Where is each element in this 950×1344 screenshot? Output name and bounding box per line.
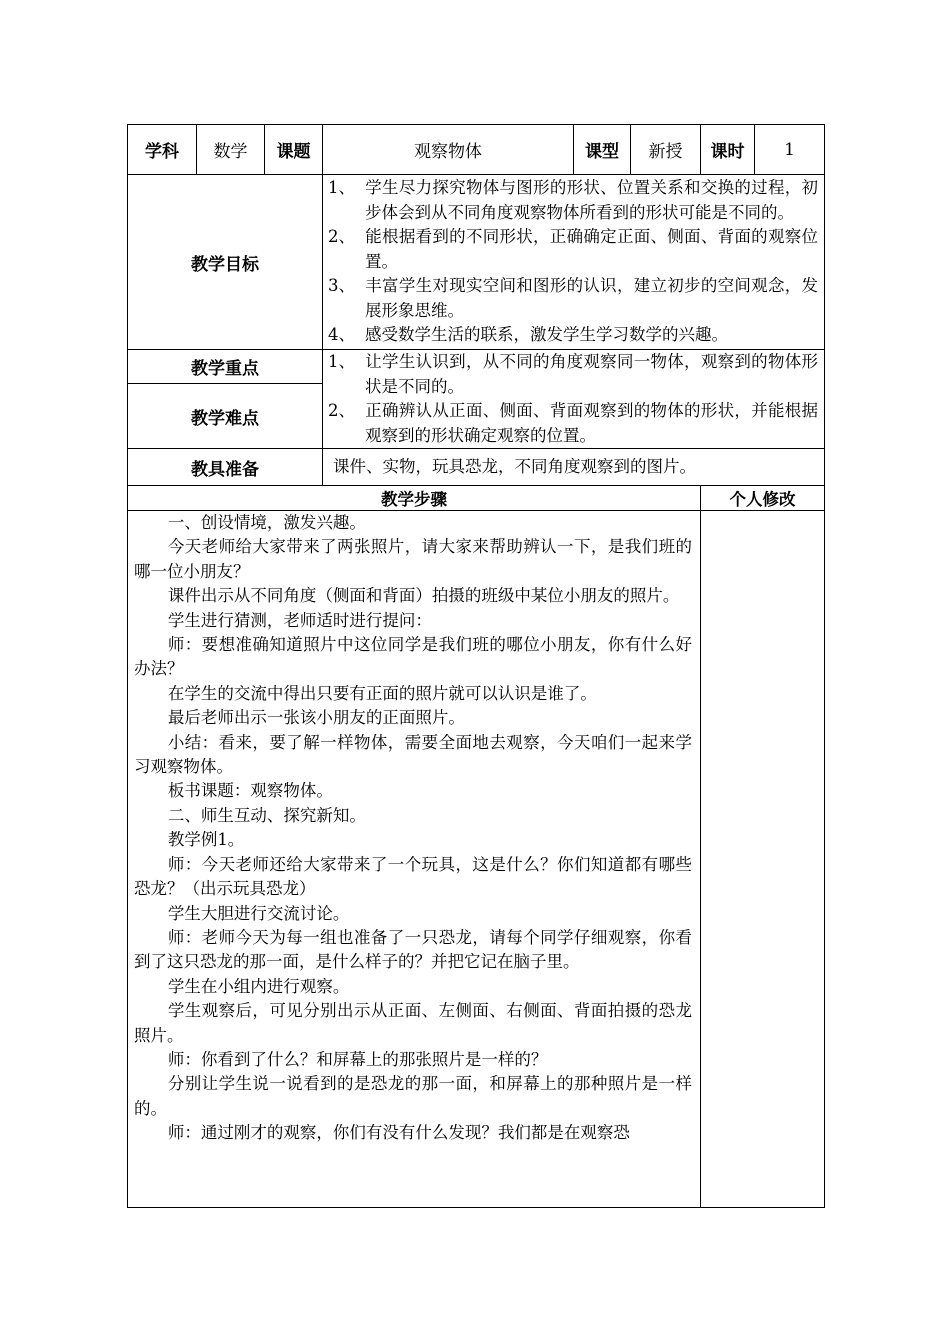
header-row [128,125,825,175]
step-paragraph: 师：今天老师还给大家带来了一个玩具，这是什么？你们知道都有哪些恐龙？（出示玩具恐龙） [134,854,692,899]
subject-label: 学科 [128,125,197,175]
difficult-point-label: 教学难点 [128,384,323,449]
step-paragraph: 学生观察后，可见分别出示从正面、左侧面、右侧面、背面拍摄的恐龙照片。 [134,1001,692,1045]
objective-item: 3、 丰富学生对现实空间和图形的认识，建立初步的空间观念，发展形象思维。 [328,276,818,320]
hours-value: 1 [755,125,825,175]
objectives-row [128,175,825,350]
objectives-label: 教学目标 [128,175,323,350]
key-point-item: 1、 让学生认识到，从不同的角度观察同一物体，观察到的物体形状是不同的。 [328,352,818,396]
step-paragraph: 在学生的交流中得出只要有正面的照片就可以认识是谁了。 [167,683,597,703]
step-paragraph: 分别让学生说一说看到的是恐龙的那一面，和屏幕上的那种照片是一样的。 [134,1074,692,1118]
topic-value: 观察物体 [323,125,574,175]
objective-item: 4、 感受数学生活的联系，激发学生学习数学的兴趣。 [328,325,728,345]
objectives-list [323,176,824,348]
steps-body-row [128,511,825,1208]
hours-label: 课时 [701,125,755,175]
lesson-info-table [127,124,825,1208]
step-paragraph: 板书课题：观察物体。 [167,781,333,801]
subject-value: 数学 [197,125,265,175]
objectives-content [323,175,825,350]
step-paragraph: 一、创设情境，激发兴趣。 [167,513,366,532]
key-point-item: 2、 正确辨认从正面、侧面、背面观察到的物体的形状，并能根据观察到的形状确定观察的位置。 [328,401,818,445]
materials-label: 教具准备 [128,449,323,486]
objective-item: 1、 学生尽力探究物体与图形的形状、位置关系和交换的过程，初步体会到从不同角度观察物体所看到的形状可能是不同的。 [328,178,818,222]
objective-item: 2、 能根据看到的不同形状，正确确定正面、侧面、背面的观察位置。 [328,227,818,271]
personal-edit-column [701,511,825,1208]
topic-label: 课题 [265,125,323,175]
type-value: 新授 [631,125,701,175]
personal-edit-header: 个人修改 [701,486,825,511]
step-paragraph: 学生大胆进行交流讨论。 [167,903,350,923]
step-paragraph: 师：通过刚才的观察，你们有没有什么发现？我们都是在观察恐 [167,1123,630,1143]
key-point-row [128,350,825,384]
step-paragraph: 师：要想准确知道照片中这位同学是我们班的哪位小朋友，你有什么好办法？ [134,635,692,679]
steps-content [128,511,701,1208]
steps-header-row [128,486,825,511]
key-points-content [323,350,825,449]
step-paragraph: 师：老师今天为每一组也准备了一只恐龙，请每个同学仔细观察，你看到了这只恐龙的那一面，是什么样子的？并把它记在脑子里。 [134,927,692,972]
step-paragraph: 小结：看来，要了解一样物体，需要全面地去观察，今天咱们一起来学习观察物体。 [134,732,692,777]
materials-row [128,449,825,486]
materials-value: 课件、实物，玩具恐龙，不同角度观察到的图片。 [323,449,825,486]
step-paragraph: 最后老师出示一张该小朋友的正面照片。 [167,708,465,728]
type-label: 课型 [574,125,631,175]
key-point-label: 教学重点 [128,350,323,384]
steps-header: 教学步骤 [128,486,701,511]
step-paragraph: 学生在小组内进行观察。 [167,976,350,996]
step-paragraph: 学生进行猜测，老师适时进行提问： [167,610,432,630]
step-paragraph: 师：你看到了什么？和屏幕上的那张照片是一样的？ [167,1049,548,1069]
step-paragraph: 教学例1。 [167,830,245,850]
step-paragraph: 课件出示从不同角度（侧面和背面）拍摄的班级中某位小朋友的照片。 [167,586,680,606]
step-paragraph: 今天老师给大家带来了两张照片，请大家来帮助辨认一下，是我们班的哪一位小朋友？ [134,537,692,581]
step-paragraph: 二、师生互动、探究新知。 [167,805,366,825]
key-points-list [323,350,824,448]
